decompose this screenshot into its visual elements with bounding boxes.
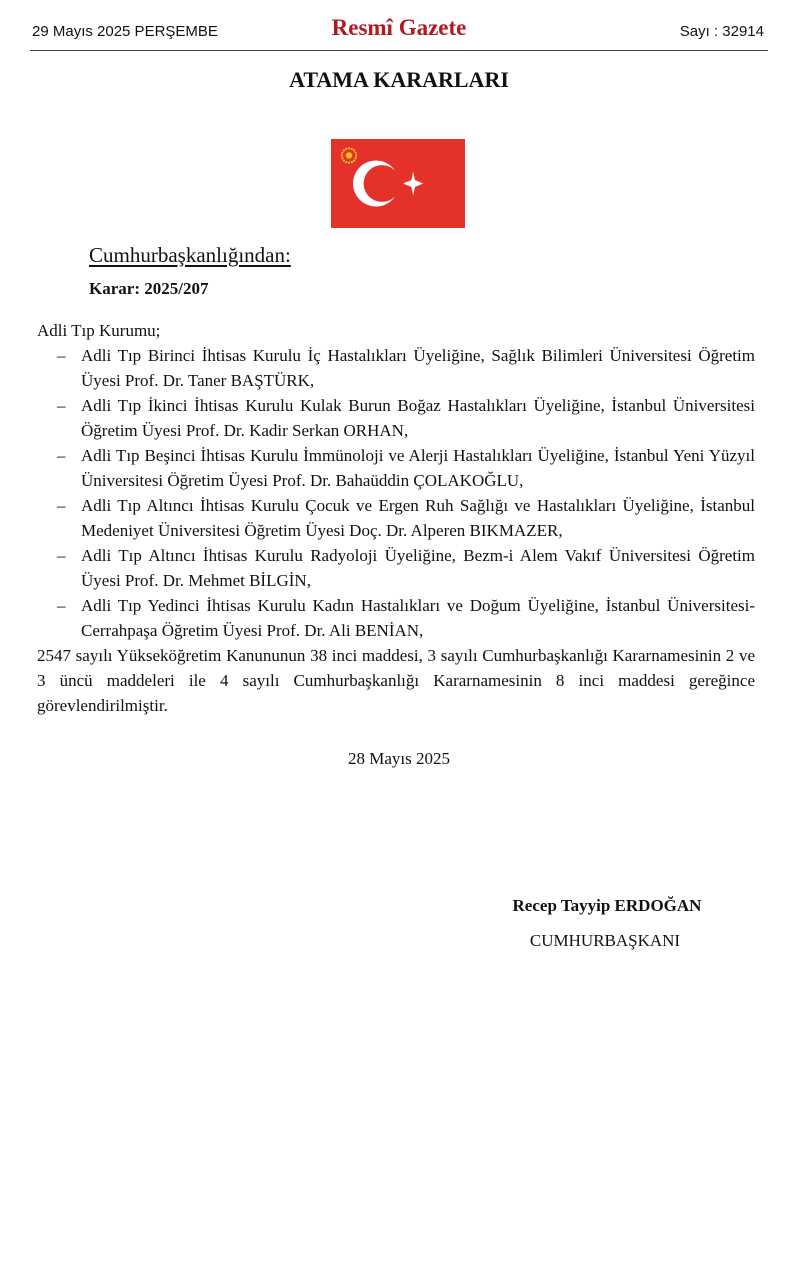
appointment-item	[37, 493, 755, 543]
emblem-star	[351, 148, 353, 150]
decision-date: 28 Mayıs 2025	[348, 749, 450, 768]
emblem-star	[351, 161, 353, 163]
authority-heading: Cumhurbaşkanlığından:	[89, 243, 291, 267]
signer-name: Recep Tayyip ERDOĞAN	[512, 896, 702, 915]
emblem-star	[341, 152, 343, 154]
list-dash: –	[57, 546, 66, 565]
appointment-item	[37, 343, 755, 393]
list-dash: –	[57, 396, 66, 415]
signer-title: CUMHURBAŞKANI	[529, 931, 681, 950]
gazette-title: Resmî Gazete	[331, 15, 467, 40]
emblem-star	[355, 157, 357, 159]
emblem-star	[345, 148, 347, 150]
emblem-star	[345, 161, 347, 163]
appointment-item	[37, 443, 755, 493]
appointment-item	[37, 593, 755, 643]
emblem-star	[348, 162, 350, 164]
emblem-star	[343, 149, 345, 151]
section-title: ATAMA KARARLARI	[289, 67, 509, 92]
emblem-star	[341, 157, 343, 159]
decision-body	[37, 318, 755, 718]
header-divider	[30, 50, 768, 51]
list-dash: –	[57, 496, 66, 515]
closing-paragraph: 2547 sayılı Yükseköğretim Kanununun 38 inci maddesi, 3 sayılı Cumhurbaşkanlığı Kararnamesinin 2 ve 3 üncü maddeleri ile 4 sayılı Cumhurbaşkanlığı Kararnamesinin 8 inci maddesi gereğince görevlendirilmiştir.	[37, 646, 755, 715]
appointment-text: Adli Tıp Altıncı İhtisas Kurulu Radyoloji Üyeliğine, Bezm-i Alem Vakıf Üniversitesi Öğretim Üyesi Prof. Dr. Mehmet BİLGİN,	[81, 546, 755, 590]
appointment-list	[37, 343, 755, 643]
list-dash: –	[57, 346, 66, 365]
appointment-item	[37, 543, 755, 593]
emblem-star	[355, 154, 357, 156]
emblem-star	[341, 154, 343, 156]
turkish-flag-icon	[331, 139, 465, 228]
list-dash: –	[57, 446, 66, 465]
emblem-star	[353, 149, 355, 151]
appointment-text: Adli Tıp Yedinci İhtisas Kurulu Kadın Hastalıkları ve Doğum Üyeliğine, İstanbul Üniversitesi-Cerrahpaşa Öğretim Üyesi Prof. Dr. Ali BENİAN,	[81, 596, 755, 640]
intro-line: Adli Tıp Kurumu;	[37, 321, 161, 340]
appointment-text: Adli Tıp Beşinci İhtisas Kurulu İmmünoloji ve Alerji Hastalıkları Üyeliğine, İstanbul Yeni Yüzyıl Üniversitesi Öğretim Üyesi Prof. Dr. Bahaüddin ÇOLAKOĞLU,	[81, 446, 755, 490]
appointment-text: Adli Tıp İkinci İhtisas Kurulu Kulak Burun Boğaz Hastalıkları Üyeliğine, İstanbul Üniversitesi Öğretim Üyesi Prof. Dr. Kadir Serkan ORHAN,	[81, 396, 755, 440]
appointment-text: Adli Tıp Birinci İhtisas Kurulu İç Hastalıkları Üyeliğine, Sağlık Bilimleri Üniversitesi Öğretim Üyesi Prof. Dr. Taner BAŞTÜRK,	[81, 346, 755, 390]
issue-number: Sayı : 32914	[679, 23, 764, 40]
emblem-star	[355, 152, 357, 154]
list-dash: –	[57, 596, 66, 615]
appointment-item	[37, 393, 755, 443]
issue-date: 29 Mayıs 2025 PERŞEMBE	[32, 23, 218, 40]
emblem-star	[348, 147, 350, 149]
emblem-star	[343, 159, 345, 161]
emblem-star	[353, 159, 355, 161]
appointment-text: Adli Tıp Altıncı İhtisas Kurulu Çocuk ve Ergen Ruh Sağlığı ve Hastalıkları Üyeliğine, İstanbul Medeniyet Üniversitesi Öğretim Üyesi Doç. Dr. Alperen BIKMAZER,	[81, 496, 755, 540]
decision-number: Karar: 2025/207	[89, 279, 209, 298]
